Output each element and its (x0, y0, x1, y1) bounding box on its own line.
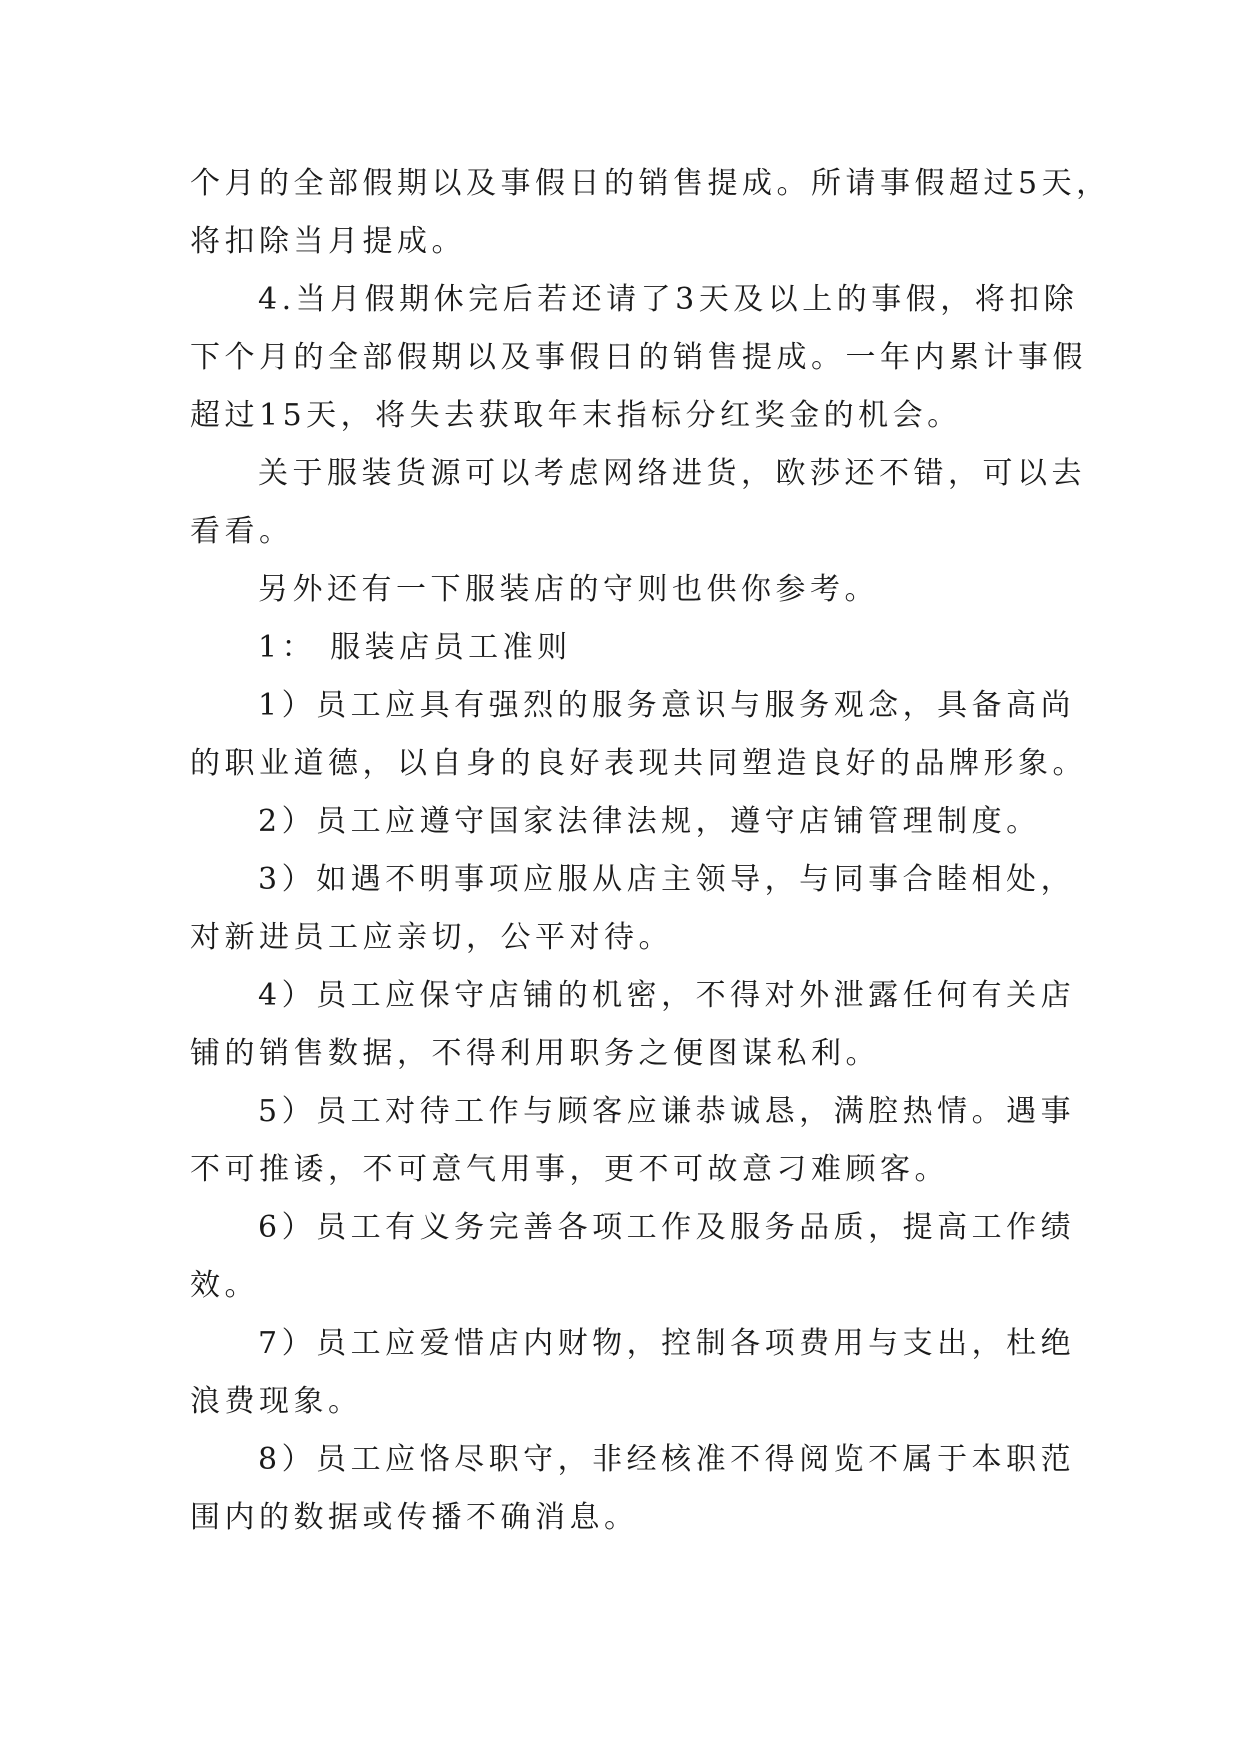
text-line: 另外还有一下服装店的守则也供你参考。 (258, 572, 879, 607)
text-line: 7）员工应爱惜店内财物，控制各项费用与支出，杜绝 (258, 1326, 1076, 1361)
text-line: 个月的全部假期以及事假日的销售提成。所请事假超过5天， (190, 166, 1111, 201)
text-line: 看看。 (190, 514, 294, 549)
text-line: 对新进员工应亲切，公平对待。 (190, 920, 673, 955)
text-line: 的职业道德，以自身的良好表现共同塑造良好的品牌形象。 (190, 746, 1087, 781)
text-line: 2）员工应遵守国家法律法规，遵守店铺管理制度。 (258, 804, 1041, 839)
text-line: 效。 (190, 1268, 259, 1303)
text-line: 6）员工有义务完善各项工作及服务品质，提高工作绩 (258, 1210, 1076, 1245)
document-body (190, 155, 1111, 1547)
text-line: 将扣除当月提成。 (190, 224, 466, 259)
text-line: 关于服装货源可以考虑网络进货，欧莎还不错，可以去 (258, 456, 1086, 491)
text-line: 1）员工应具有强烈的服务意识与服务观念，具备高尚 (258, 688, 1076, 723)
text-line: 浪费现象。 (190, 1384, 363, 1419)
text-line: 围内的数据或传播不确消息。 (190, 1500, 639, 1535)
text-line: 8）员工应恪尽职守，非经核准不得阅览不属于本职范 (258, 1442, 1076, 1477)
text-line: 铺的销售数据，不得利用职务之便图谋私利。 (190, 1036, 880, 1071)
text-line: 不可推诿，不可意气用事，更不可故意刁难顾客。 (190, 1152, 949, 1187)
text-line: 下个月的全部假期以及事假日的销售提成。一年内累计事假 (190, 340, 1087, 375)
text-line: 4）员工应保守店铺的机密，不得对外泄露任何有关店 (258, 978, 1076, 1013)
text-line: 5）员工对待工作与顾客应谦恭诚恳，满腔热情。遇事 (258, 1094, 1076, 1129)
section-heading: 1： 服装店员工准则 (258, 630, 572, 665)
text-line: 超过15天，将失去获取年末指标分红奖金的机会。 (190, 398, 962, 433)
text-line: 3）如遇不明事项应服从店主领导，与同事合睦相处， (258, 862, 1076, 897)
text-line: 4.当月假期休完后若还请了3天及以上的事假，将扣除 (258, 282, 1079, 317)
